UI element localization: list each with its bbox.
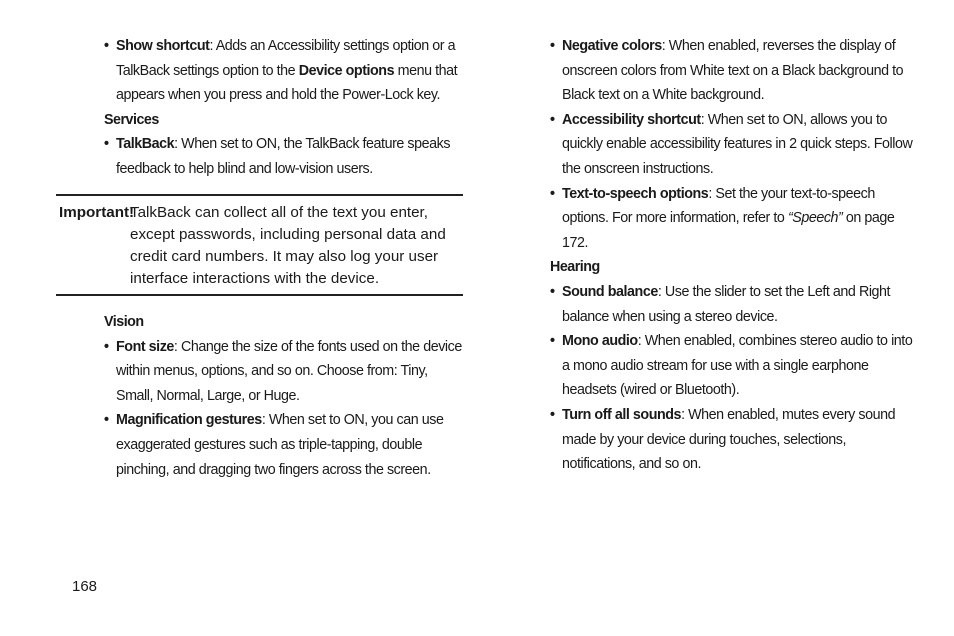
desc: : Change the size of the fonts used on the device within menus, options, and so on. Choose from: Tiny, Small, Normal, Large, or Huge. (116, 338, 462, 404)
desc: : When set to ON, you can use exaggerated gestures such as triple-tapping, double pinching, and dragging two fingers across the screen. (116, 412, 444, 478)
bullet: • (104, 412, 109, 429)
list-item-tts (550, 182, 920, 256)
right-column (550, 34, 920, 477)
list-item-negative-colors (550, 34, 920, 108)
term-magnification: Magnification gestures (116, 412, 262, 429)
bullet: • (104, 38, 109, 54)
desc: menu that appears when you press and hold the Power-Lock key. (116, 62, 458, 104)
term-tts: Text-to-speech options (562, 185, 709, 202)
bullet: • (550, 111, 555, 128)
bullet: • (550, 333, 555, 350)
desc: : Set the your text-to-speech options. For more information, refer to (562, 185, 875, 227)
section-heading-hearing: Hearing (550, 259, 600, 276)
term-talkback: TalkBack (116, 136, 175, 153)
list-item-talkback (104, 132, 464, 181)
desc: : Use the slider to set the Left and Right balance when using a stereo device. (562, 283, 891, 325)
desc: on page 172. (562, 210, 895, 251)
term-device-options: Device options (298, 62, 395, 79)
bullet: • (104, 338, 109, 355)
bullet: • (550, 283, 555, 300)
desc: : Adds an Accessibility settings option or a TalkBack settings option to the (116, 38, 456, 79)
list-item-sound-balance (550, 280, 920, 329)
term-mono-audio: Mono audio (562, 333, 638, 350)
list-item-font-size (104, 335, 464, 409)
desc: : When enabled, mutes every sound made by your device during touches, selections, notifications, and so on. (562, 406, 896, 473)
bullet: • (104, 136, 109, 153)
section-heading-services: Services (104, 111, 159, 128)
list-item-turn-off-sounds (550, 403, 920, 477)
term-turn-off-sounds: Turn off all sounds (562, 406, 682, 423)
term-negative-colors: Negative colors (562, 38, 662, 54)
list-item-mono-audio (550, 329, 920, 403)
desc: : When enabled, reverses the display of onscreen colors from White text on a Black background to Black text on a White background. (562, 38, 904, 104)
cross-reference-link[interactable]: “Speech” (787, 210, 843, 227)
term-font-size: Font size (116, 338, 174, 355)
vision-section (104, 310, 464, 482)
term-sound-balance: Sound balance (562, 283, 658, 300)
list-item-accessibility-shortcut (550, 108, 920, 182)
term-show-shortcut: Show shortcut (116, 38, 210, 54)
page-number: 168 (72, 578, 98, 595)
term-accessibility-shortcut: Accessibility shortcut (562, 111, 701, 128)
bullet: • (550, 185, 555, 202)
list-item-magnification (104, 408, 464, 482)
bullet: • (550, 406, 555, 423)
important-note (56, 194, 463, 296)
section-heading-vision: Vision (104, 314, 144, 330)
desc: : When set to ON, the TalkBack feature speaks feedback to help blind and low-vision users. (116, 136, 451, 177)
important-text: TalkBack can collect all of the text you enter, except passwords, including personal data and credit card numbers. It may also log your user interface interactions with the device. (130, 204, 446, 287)
list-item-show-shortcut (104, 34, 464, 108)
desc: : When enabled, combines stereo audio to into a mono audio stream for use with a single earphone headsets (wired or Bluetooth). (562, 333, 913, 399)
bullet: • (550, 38, 555, 54)
left-column (104, 34, 464, 182)
desc: : When set to ON, allows you to quickly enable accessibility features in 2 quick steps. Follow the onscreen instructions. (562, 111, 913, 177)
important-label: Important! (59, 204, 135, 221)
